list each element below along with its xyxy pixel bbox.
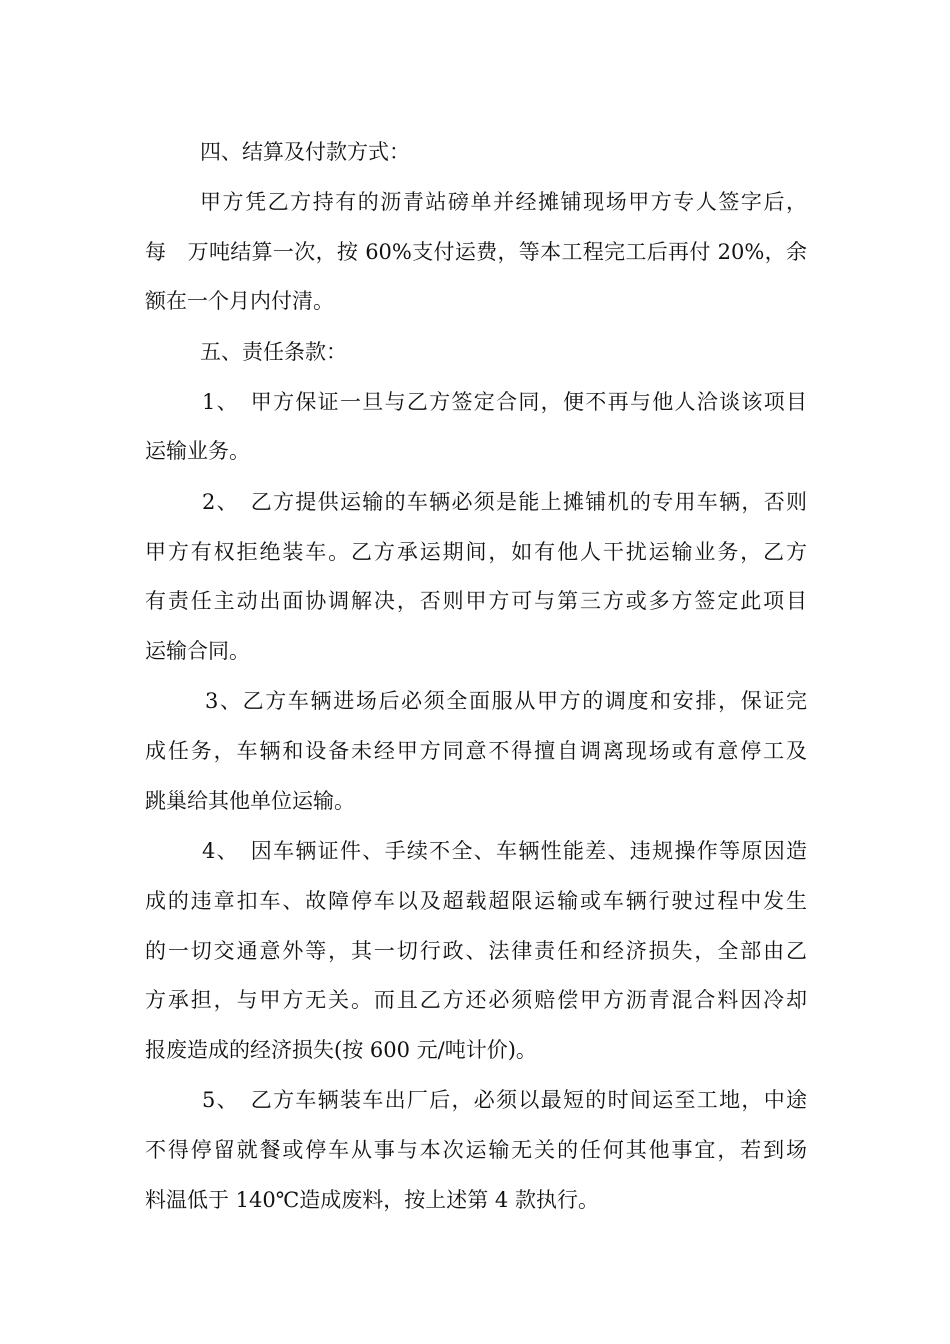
clause-4-line: 方承担，与甲方无关。而且乙方还必须赔偿甲方沥青混合料因冷却 — [145, 988, 807, 1012]
clause-3-line: 成任务，车辆和设备未经甲方同意不得擅自调离现场或有意停工及 — [145, 739, 807, 763]
clause-3-line: 跳巢给其他单位运输。 — [145, 789, 355, 813]
clause-2-line: 运输合同。 — [145, 639, 250, 663]
clause-1-line: 运输业务。 — [145, 439, 250, 463]
clause-5-line: 料温低于 140℃造成废料，按上述第 4 款执行。 — [145, 1188, 599, 1212]
clause-2-line: 有责任主动出面协调解决，否则甲方可与第三方或多方签定此项目 — [145, 589, 807, 613]
section-heading-settlement: 四、结算及付款方式： — [200, 140, 410, 164]
clause-4-line: 4、 因车辆证件、手续不全、车辆性能差、违规操作等原因造 — [202, 839, 807, 863]
paragraph-line: 额在一个月内付清。 — [145, 289, 334, 313]
clause-4-line: 的一切交通意外等，其一切行政、法律责任和经济损失，全部由乙 — [145, 939, 807, 963]
clause-5-line: 不得停留就餐或停车从事与本次运输无关的任何其他事宜，若到场 — [145, 1138, 807, 1162]
clause-1-line: 1、 甲方保证一旦与乙方签定合同，便不再与他人洽谈该项目 — [202, 390, 807, 414]
clause-4-line: 报废造成的经济损失(按 600 元/吨计价)。 — [145, 1038, 537, 1062]
clause-2-line: 2、 乙方提供运输的车辆必须是能上摊铺机的专用车辆，否则 — [202, 490, 807, 514]
clause-2-line: 甲方有权拒绝装车。乙方承运期间，如有他人干扰运输业务，乙方 — [145, 540, 807, 564]
clause-5-line: 5、 乙方车辆装车出厂后，必须以最短的时间运至工地，中途 — [202, 1088, 807, 1112]
paragraph-line: 甲方凭乙方持有的沥青站磅单并经摊铺现场甲方专人签字后， — [200, 190, 807, 214]
paragraph-line: 每 万吨结算一次，按 60%支付运费，等本工程完工后再付 20%，余 — [145, 240, 807, 264]
clause-4-line: 成的违章扣车、故障停车以及超载超限运输或车辆行驶过程中发生 — [145, 889, 807, 913]
section-heading-liability: 五、责任条款： — [200, 340, 347, 364]
clause-3-line: 3、乙方车辆进场后必须全面服从甲方的调度和安排，保证完 — [205, 689, 807, 713]
